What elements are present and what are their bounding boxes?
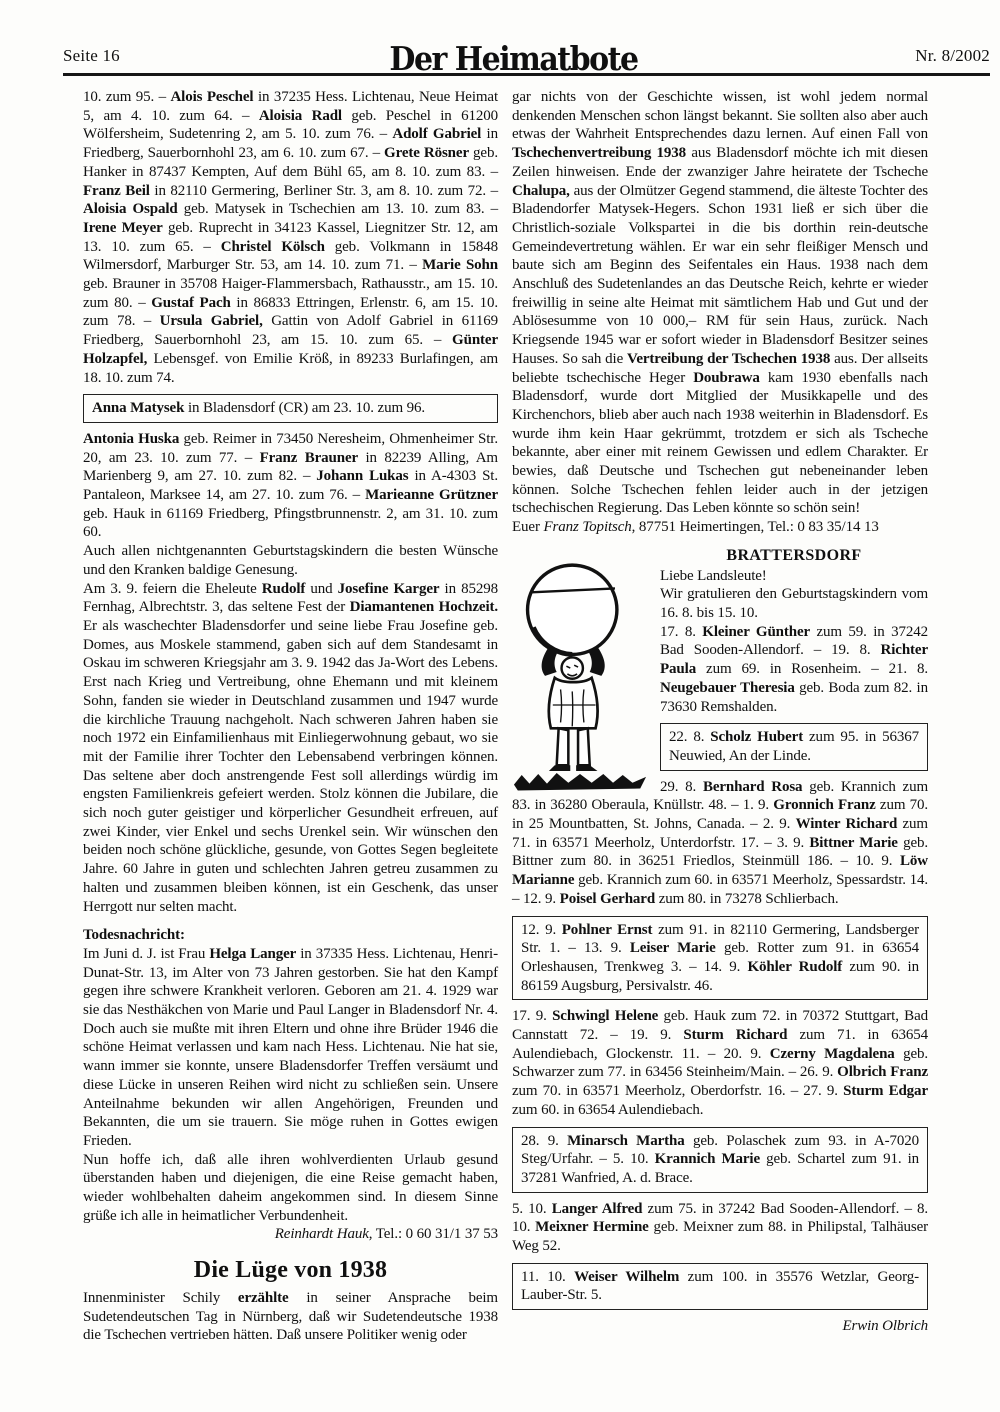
article-intro-paragraph: Innenminister Schily erzählte in seiner Ansprache beim Sudetendeutschen Tag in Nürnberg, daß wir Sudetendeutsche 1938 die Tschechen vertrieben hätten. Daß unsere Politiker wenig oder (83, 1289, 498, 1344)
page-number: Seite 16 (63, 46, 120, 65)
atlas-globe-illustration (512, 549, 648, 793)
page-header (63, 40, 990, 79)
brattersdorf-intro: Wir gratulieren den Geburtstagskindern vom 16. 8. bis 15. 10. (660, 586, 928, 621)
minarsch-martha-box: 28. 9. Minarsch Martha geb. Polaschek zum 93. in A-7020 Steg/Urfahr. – 5. 10. Krannich Marie geb. Schartel zum 91. in 37281 Wanfried, A. d. Brace. (512, 1127, 928, 1193)
franz-topitsch-signature: Euer Franz Topitsch, 87751 Heimertingen, Tel.: 0 83 35/14 13 (512, 519, 879, 536)
obituary-paragraph: Im Juni d. J. ist Frau Helga Langer in 37335 Hess. Lichtenau, Henri-Dunat-Str. 13, im Alter von 73 Jahren gestorben. Sie hat den Kampf gegen ihre schwere Krankheit verloren. Geboren am 21. 4. 1929 war sie das Nesthäkchen von Marie und Paul Langer in Bladensdorf Nr. 4. Doch auch sie mußte mit ihren Eltern und ohne ihre Brüder 1946 die schöne Heimat verlassen und kam nach Hess. Lichtenau. Nie hat sie, wann immer sie konnte, unsere Bladensdorfer Treffen versäumt und diese Lücke in unseren Reihen wird nicht zu schließen sein. Unsere Anteilnahme bekunden wir allen Angehörigen, Freunden und Bekannten, die um sie trauern. Sie möge ruhen in Gottes ewigen Frieden. (83, 945, 498, 1149)
brattersdorf-salutation: Liebe Landsleute! (660, 567, 767, 584)
article-continuation-paragraph: gar nichts von der Geschichte wissen, ist wohl jedem normal denkenden Menschen schon längst bekannt. Sie sollten also aber auch etwas der Wahrheit Entsprechendes dazu lernen. Auf einen Fall von Tschechenvertreibung 1938 aus Bladensdorf möchte ich mit diesen Zeilen hinweisen. Ende der zwanziger Jahre heiratete der Tscheche Chalupa, aus der Olmützer Gegend stammend, die älteste Tochter des Bladendorfer Matysek-Hegers. Schon 1931 ließ er sich über die Christlich-soziale Volkspartei in die bis dorthin rein-deutsche Gemeindevertretung wählen. Er war ein sehr fleißiger Mensch und baute sich am Beginn des Seifentales ein Haus. 1938 nach dem Anschluß des Sudetenlandes an das Deutsche Reich, kehrte er wieder freiwillig in seine alte Heimat mit sämtlichem Hab und Gut und der Ablösesumme von 10 000,– RM für sein Haus, zurück. Nach Kriegsende 1945 war er sofort wieder in Bladensdorf Besitzer seines Hauses. So sah die Vertreibung der Tschechen 1938 aus. Der allseits beliebte tschechische Heger Doubrawa kam 1930 ebenfalls nach Bladensdorf, wurde dort Mitglied der Musikkapelle und des Kirchenchors, blieb aber auch nach 1938 weiterhin in Bladensdorf. Es wurde ihm kein Haar gekrümmt, trotzdem er sich als Tscheche bekannte, aber einer mit reinem Gewissen und edlem Charakter. Er bewies, daß Deutsche und Tschechen gut nebeneinander leben können. Solche Tschechen fehlen leider auch in der jetzigen tschechischen Regierung. Das Leben könnte so schön sein! (512, 89, 928, 517)
reinhardt-hauk-signature: Reinhardt Hauk, Tel.: 0 60 31/1 37 53 (274, 1226, 498, 1243)
scholz-hubert-box: 22. 8. Scholz Hubert zum 95. in 56367 Neuwied, An der Linde. (660, 723, 928, 770)
weiser-wilhelm-box: 11. 10. Weiser Wilhelm zum 100. in 35576 Wetzlar, Georg-Lauber-Str. 5. (512, 1263, 928, 1310)
diamond-wedding-paragraph: Am 3. 9. feiern die Eheleute Rudolf und Josefine Karger in 85298 Fernhag, Albrechtstr. 3, das seltene Fest der Diamantenen Hochzeit. Er als waschechter Bladensdorfer und seine liebe Frau Josefine geb. Domes, aus Moskele stammend, gaben sich auf dem Standesamt in Oskau im schweren Kriegsjahr am 3. 9. 1942 das Ja-Wort des Lebens. Erst nach Krieg und Vertreibung, ohne Ehemann und mit kleinem Sohn, fanden sie wieder in Deutschland zusammen und 1947 wurde die kirchliche Trauung nachgeholt. Nach schweren Jahren haben sie noch 1972 ein Einfamilienhaus mit Einliegerwohnung gebaut, wo sie mit der Familie ihrer Tochter den Lebensabend verbringen können. Das seltene aber doch anstrengende Fest soll allerdings würdig im engsten Familienkreis gefeiert werden. Stolz können die Jubilare, die sich noch guter geistiger und körperlicher Gesundheit erfreuen, auf zwei Kinder, vier Enkel und sechs Urenkel sein. Wir wünschen den beiden noch schöne glückliche, gesunde, von Gottes Segen begleitete Jahre. 60 Jahre in guten und schlechten Jahren getreu zusammen zu halten und zusammen bleiben können, ist ein Geschenk, das unser Herrgott nur selten macht. (83, 580, 498, 915)
birthday-list-september-2: 17. 9. Schwingl Helene geb. Hauk zum 72. in 70372 Stuttgart, Bad Cannstatt 72. – 19. 9. Sturm Richard zum 71. in 63654 Aulendiebach, Glockenstr. 11. – 20. 9. Czerny Magdalena geb. Schwarzer zum 77. in 63456 Steinheim/Main. – 26. 9. Olbrich Franz zum 70. in 63571 Meerholz, Oberdorfstr. 16. – 27. 9. Sturm Edgar zum 60. in 63654 Aulendiebach. (512, 1008, 929, 1118)
well-wishes-paragraph: Auch allen nichtgenannten Geburtstagskindern die besten Wünsche und den Kranken baldige Genesung. (83, 543, 498, 578)
pohlner-ernst-box: 12. 9. Pohlner Ernst zum 91. in 82110 Germering, Landsberger Str. 1. – 13. 9. Leiser Marie geb. Rotter zum 91. in 63654 Orleshausen, Trenkweg 3. – 14. 9. Köhler Rudolf zum 90. in 86159 Augsburg, Persivalstr. 46. (512, 916, 928, 1001)
die-luege-heading: Die Lüge von 1938 (193, 1257, 388, 1284)
birthday-list-october-right: 5. 10. Langer Alfred zum 75. in 37242 Bad Sooden-Allendorf. – 8. 10. Meixner Hermine geb. Meixner zum 88. in Philipstal, Talhäuser Weg 52. (512, 1200, 929, 1255)
article-columns (83, 88, 928, 1345)
birthday-list-august: 17. 8. Kleiner Günther zum 59. in 37242 Bad Sooden-Allendorf. – 19. 8. Richter Paula zum 69. in Rosenheim. – 21. 8. Neugebauer Theresia geb. Boda zum 82. in 73630 Remshalden. (660, 623, 928, 715)
right-column (512, 88, 928, 1345)
closing-wishes-paragraph: Nun hoffe ich, daß alle ihren wohlverdienten Urlaub gesund überstanden haben und diejenigen, die eine Reise gemacht haben, wieder wohlbehalten daheim angekommen sind. In diesem Sinne grüße ich alle in heimatlicher Verbundenheit. (83, 1151, 498, 1224)
masthead-title: Der Heimatbote (389, 40, 638, 79)
erwin-olbrich-signature: Erwin Olbrich (842, 1318, 928, 1335)
todesnachricht-heading: Todesnachricht: (83, 927, 185, 944)
atlas-figure-icon (512, 549, 648, 793)
brattersdorf-heading: BRATTERSDORF (726, 546, 862, 564)
birthday-list-late-october: Antonia Huska geb. Reimer in 73450 Neresheim, Ohmenheimer Str. 20, am 23. 10. zum 77. – Franz Brauner in 82239 Alling, Am Marienberg 9, am 27. 10. zum 82. – Johann Lukas in A-4303 St. Pantaleon, Marksee 14, am 27. 10. zum 76. – Marieanne Grützner geb. Hauk in 61169 Friedberg, Pfingstbrunnenstr. 2, am 31. 10. zum 60. (83, 430, 498, 541)
anna-matysek-box: Anna Matysek in Bladensdorf (CR) am 23. 10. zum 96. (83, 394, 498, 423)
brattersdorf-section (512, 547, 928, 909)
birthday-list-october: 10. zum 95. – Alois Peschel in 37235 Hess. Lichtenau, Neue Heimat 5, am 4. 10. zum 64. – Aloisia Radl geb. Peschel in 61200 Wölfersheim, Sudetenring 2, am 5. 10. zum 76. – Adolf Gabriel in Friedberg, Sauerbornhohl 23, am 6. 10. zum 67. – Grete Rösner geb. Hanker in 87437 Kempten, Auf dem Bühl 65, am 8. 10. zum 83. – Franz Beil in 82110 Germering, Berliner Str. 3, am 8. 10. zum 72. – Aloisia Ospald geb. Matysek in Tschechien am 13. 10. zum 83. – Irene Meyer geb. Ruprecht in 34123 Kassel, Liegnitzer Str. 12, am 13. 10. zum 65. – Christel Kölsch geb. Volkmann in 15848 Wilmersdorf, Marburger Str. 53, am 14. 10. zum 71. – Marie Sohn geb. Brauner in 35708 Haiger-Flammersbach, Rathausstr., am 15. 10. zum 80. – Gustaf Pach in 86833 Ettringen, Erlenstr. 6, am 15. 10. zum 78. – Ursula Gabriel, Gattin von Adolf Gabriel in 61169 Friedberg, Sauerbornhohl 23, am 15. 10. zum 65. – Günter Holzapfel, Lebensgef. von Emilie Kröß, in 89233 Burlafingen, am 18. 10. zum 74. (83, 89, 499, 386)
issue-number: Nr. 8/2002 (915, 46, 990, 65)
birthday-list-september-1: 29. 8. Bernhard Rosa geb. Krannich zum 83. in 36280 Oberaula, Knüllstr. 48. – 1. 9. Gronnich Franz zum 70. in 25 Mountbatten, St. Johns, Canada. – 2. 9. Winter Richard zum 71. in 63571 Meerholz, Unterdorfstr. 17. – 3. 9. Bittner Marie geb. Bittner zum 80. in 36251 Friedlos, Steinmüll 186. – 10. 9. Löw Marianne geb. Krannich zum 60. in 63571 Meerholz, Spessardstr. 14. – 12. 9. Poisel Gerhard zum 80. in 73278 Schlierbach. (512, 778, 928, 907)
left-column (83, 88, 498, 1345)
